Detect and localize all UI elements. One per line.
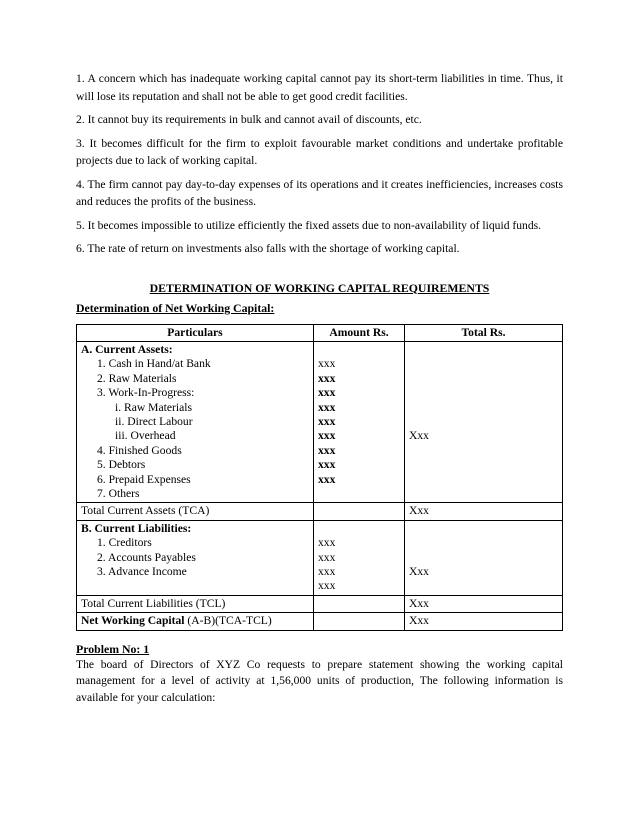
nwc-label-bold: Net Working Capital bbox=[81, 614, 185, 628]
current-assets-amounts bbox=[314, 341, 405, 502]
current-liabilities-row bbox=[77, 520, 563, 595]
list-item: 2. Raw Materials bbox=[97, 371, 177, 385]
amount-value: xxx bbox=[318, 579, 336, 593]
header-total: Total Rs. bbox=[405, 324, 563, 341]
amount-value: xxx bbox=[318, 472, 336, 486]
paragraph-4: 4. The firm cannot pay day-to-day expenses of its operations and it creates inefficiencies, increases costs and reduces the profits of the business. bbox=[76, 177, 563, 208]
total-value: Xxx bbox=[409, 429, 429, 443]
problem-text: The board of Directors of XYZ Co requests to prepare statement showing the working capital management for a level of activity at 1,56,000 units of production, The following information is available for your calculation: bbox=[76, 657, 563, 704]
list-item: 3. Advance Income bbox=[97, 565, 187, 578]
current-liabilities-title: B. Current Liabilities: bbox=[81, 521, 192, 535]
section-heading: DETERMINATION OF WORKING CAPITAL REQUIREMENTS bbox=[149, 280, 490, 295]
amount-value: xxx bbox=[318, 414, 336, 428]
amount-value: xxx bbox=[318, 386, 336, 400]
subheading: Determination of Net Working Capital: bbox=[76, 300, 275, 315]
paragraph-3: 3. It becomes difficult for the firm to exploit favourable market conditions and undertake profitable projects due to lack of working capital. bbox=[76, 136, 563, 167]
amount-value: xxx bbox=[318, 400, 336, 414]
tca-label: Total Current Assets (TCA) bbox=[77, 503, 314, 520]
list-item: i. Raw Materials bbox=[115, 400, 192, 414]
current-liabilities-total bbox=[405, 520, 563, 595]
amount-value: xxx bbox=[318, 550, 336, 564]
amount-value: xxx bbox=[318, 458, 336, 472]
nwc-label bbox=[77, 613, 314, 630]
tca-row bbox=[77, 503, 563, 520]
amount-value: xxx bbox=[318, 443, 336, 457]
table-header-row bbox=[77, 324, 563, 341]
list-item: 1. Creditors bbox=[97, 536, 152, 550]
list-item: 3. Work-In-Progress: bbox=[97, 386, 195, 400]
current-liabilities-particulars bbox=[77, 520, 314, 595]
amount-value: xxx bbox=[318, 357, 336, 371]
nwc-label-rest: (A-B)(TCA-TCL) bbox=[184, 614, 272, 628]
document-page bbox=[76, 70, 563, 706]
working-capital-table bbox=[76, 324, 563, 631]
nwc-total: Xxx bbox=[405, 613, 563, 630]
header-particulars: Particulars bbox=[77, 324, 314, 341]
amount-value: xxx bbox=[318, 565, 336, 578]
tca-total: Xxx bbox=[405, 503, 563, 520]
list-item: 1. Cash in Hand/at Bank bbox=[97, 357, 211, 371]
list-item: 2. Accounts Payables bbox=[97, 550, 196, 564]
amount-value: xxx bbox=[318, 371, 336, 385]
header-amount: Amount Rs. bbox=[314, 324, 405, 341]
list-item: ii. Direct Labour bbox=[115, 414, 193, 428]
total-value: Xxx bbox=[409, 565, 429, 578]
current-liabilities-amounts bbox=[314, 520, 405, 595]
paragraph-2: 2. It cannot buy its requirements in bulk and cannot avail of discounts, etc. bbox=[76, 113, 422, 126]
paragraph-1: 1. A concern which has inadequate working capital cannot pay its short-term liabilities in time. Thus, it will lose its reputation and shall not be able to get good credit facilities. bbox=[76, 72, 563, 103]
problem-title: Problem No: 1 bbox=[76, 641, 150, 656]
tcl-label: Total Current Liabilities (TCL) bbox=[77, 595, 314, 612]
paragraph-6: 6. The rate of return on investments also falls with the shortage of working capital. bbox=[76, 242, 460, 255]
list-item: 5. Debtors bbox=[97, 458, 146, 472]
list-item: iii. Overhead bbox=[115, 429, 176, 443]
list-item: 4. Finished Goods bbox=[97, 443, 182, 457]
amount-value: xxx bbox=[318, 536, 336, 550]
current-assets-total bbox=[405, 341, 563, 502]
nwc-row bbox=[77, 613, 563, 630]
current-assets-title: A. Current Assets: bbox=[81, 342, 173, 356]
list-item: 7. Others bbox=[97, 486, 140, 500]
current-assets-row bbox=[77, 341, 563, 502]
list-item: 6. Prepaid Expenses bbox=[97, 472, 191, 486]
tcl-row bbox=[77, 595, 563, 612]
paragraph-5: 5. It becomes impossible to utilize efficiently the fixed assets due to non-availability of liquid funds. bbox=[76, 218, 542, 232]
amount-value: xxx bbox=[318, 429, 336, 443]
current-assets-particulars bbox=[77, 341, 314, 502]
tcl-total: Xxx bbox=[405, 595, 563, 612]
